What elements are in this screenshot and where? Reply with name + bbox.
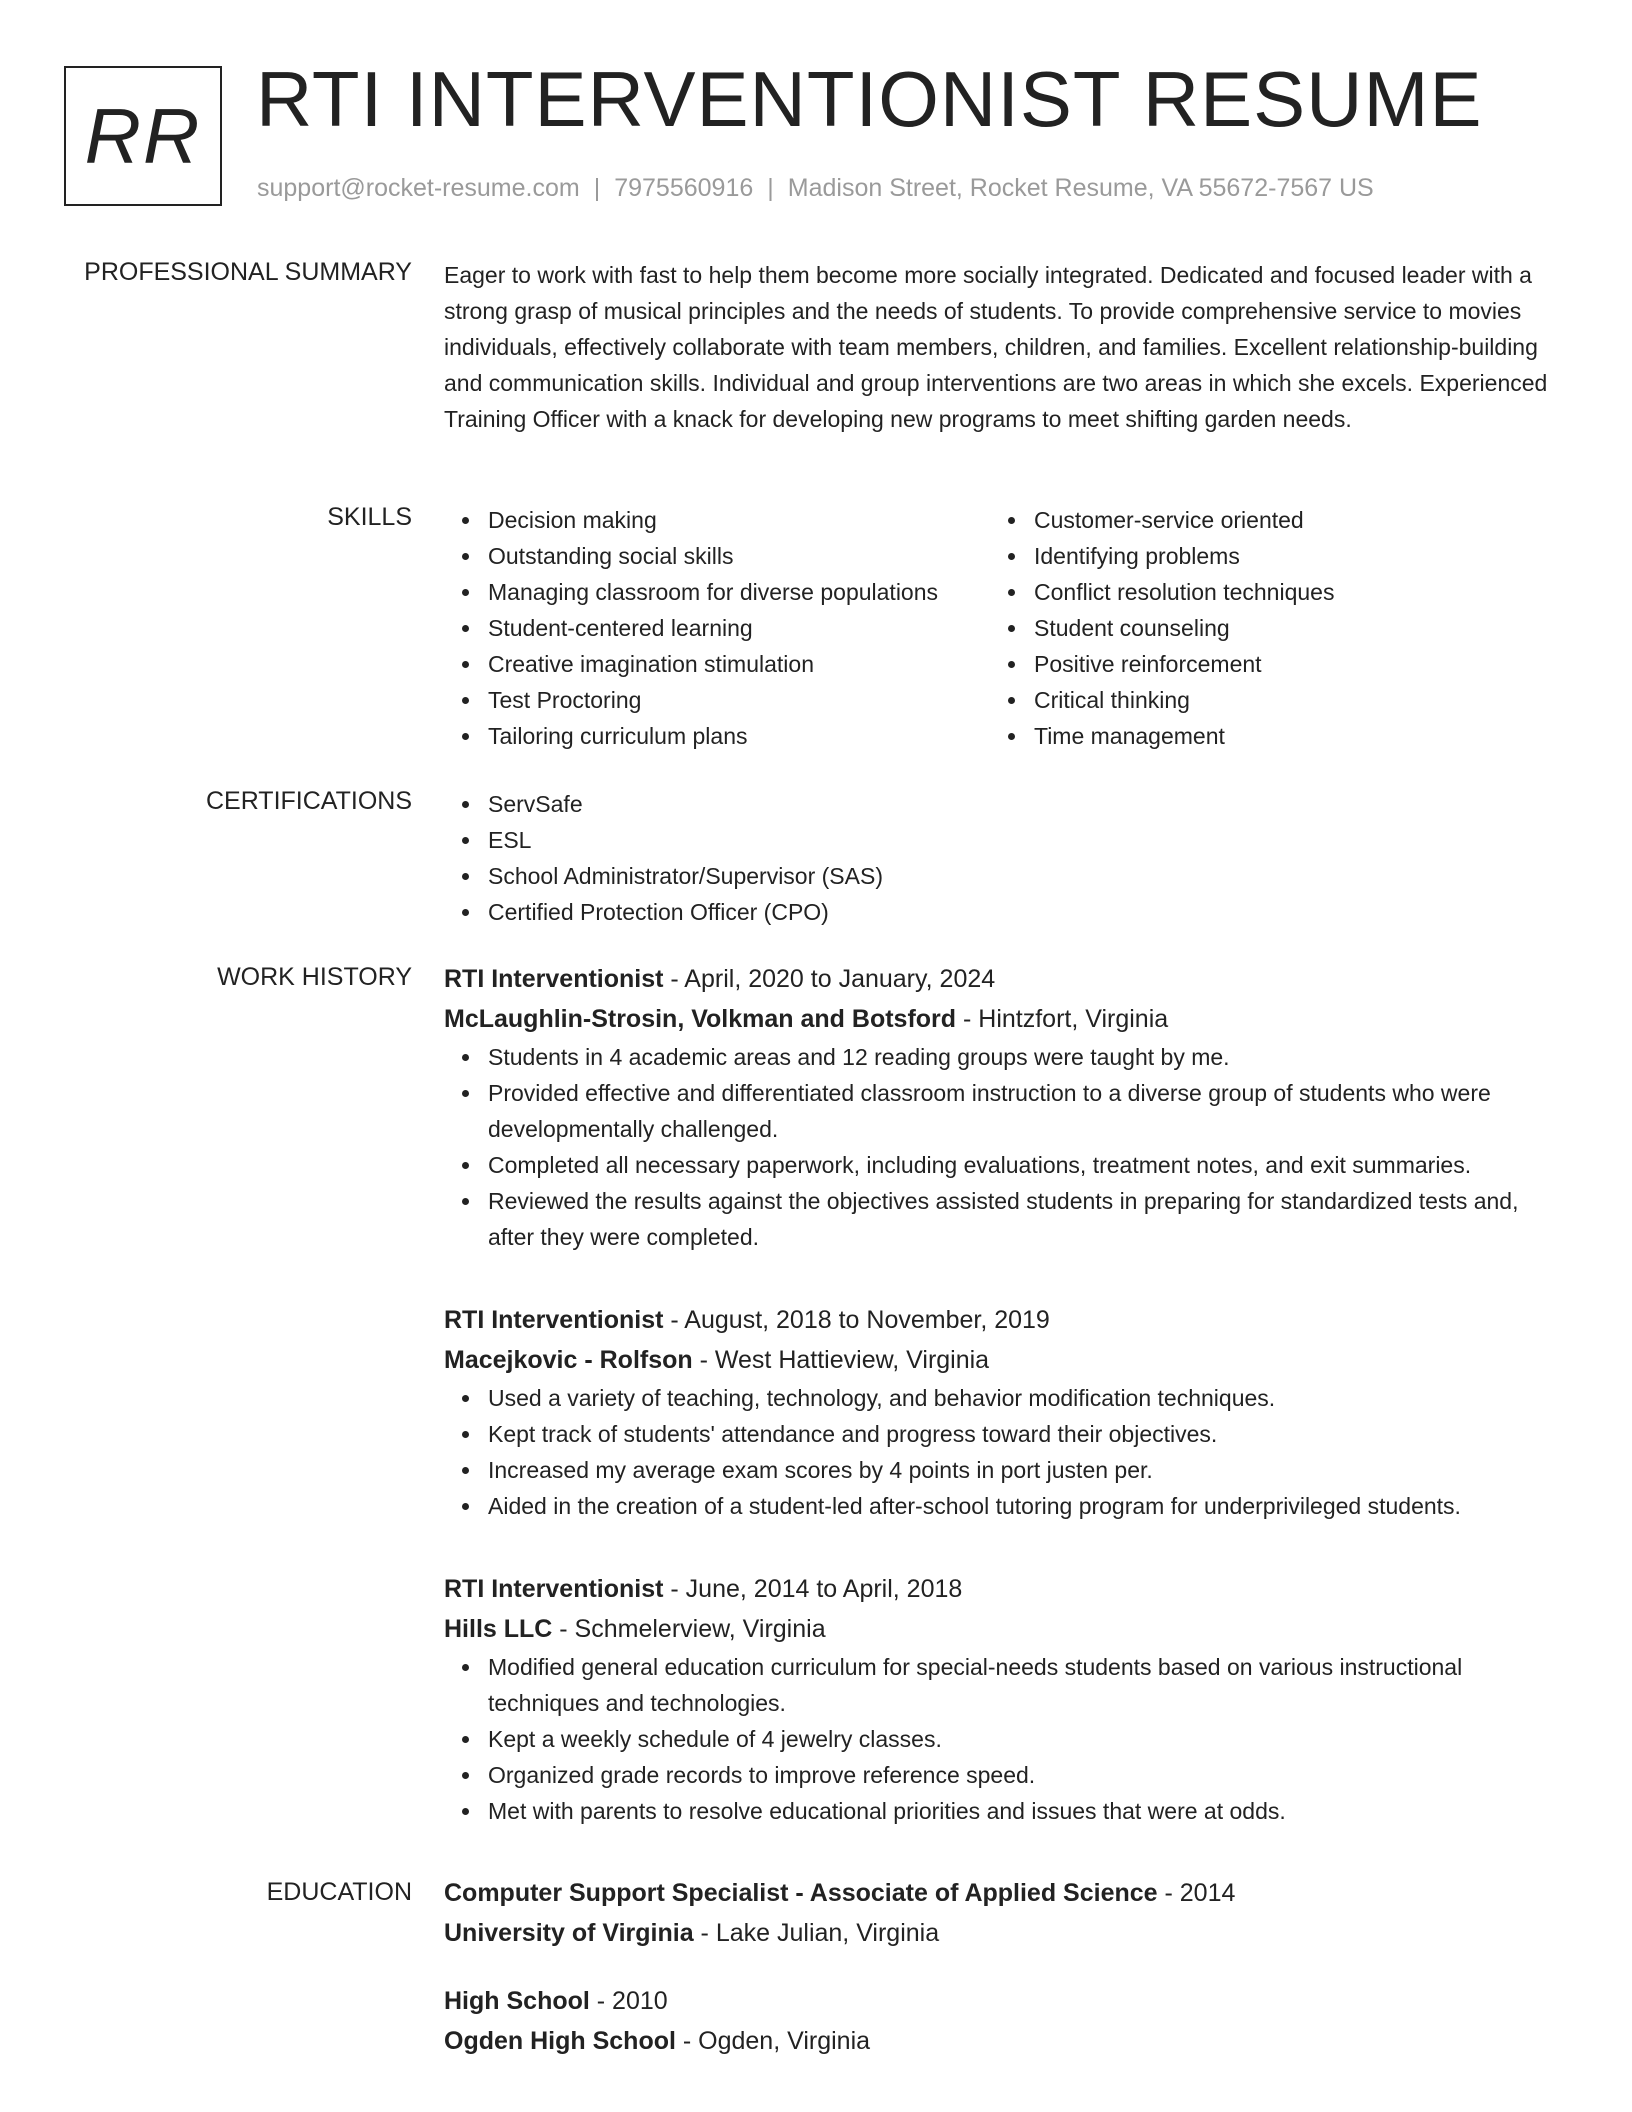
- education-school-line: [444, 2021, 1554, 2061]
- job-title: RTI Interventionist: [444, 965, 664, 993]
- contact-phone[interactable]: 7975560916: [614, 174, 754, 202]
- job-bullet: Met with parents to resolve educational priorities and issues that were at odds.: [444, 1793, 1554, 1829]
- job-bullet: Modified general education curriculum for special-needs students based on various instructional techniques and technologies.: [444, 1649, 1554, 1721]
- monogram-logo: RR: [64, 66, 222, 206]
- skill-item: Outstanding social skills: [444, 538, 990, 574]
- job-company: Hills LLC: [444, 1615, 553, 1643]
- resume-title: RTI INTERVENTIONIST RESUME: [256, 55, 1483, 143]
- skill-item: Student-centered learning: [444, 610, 990, 646]
- certification-item: Certified Protection Officer (CPO): [444, 894, 1554, 930]
- skill-item: Managing classroom for diverse populations: [444, 574, 990, 610]
- education-entry: [444, 1873, 1554, 1953]
- contact-separator: |: [593, 174, 601, 202]
- skills-column-left: [444, 502, 990, 754]
- job-title-line: [444, 959, 1554, 999]
- job-location: - West Hattieview, Virginia: [692, 1346, 990, 1374]
- education-year: - 2010: [589, 1987, 668, 2015]
- education-entry: [444, 1981, 1554, 2061]
- job-company: Macejkovic - Rolfson: [444, 1346, 693, 1374]
- job-title: RTI Interventionist: [444, 1575, 664, 1603]
- job-company: McLaughlin-Strosin, Volkman and Botsford: [444, 1005, 957, 1033]
- job-dates: - August, 2018 to November, 2019: [663, 1306, 1050, 1334]
- contact-email[interactable]: support@rocket-resume.com: [257, 174, 580, 202]
- skills-list: [444, 502, 1554, 754]
- job-bullet: Used a variety of teaching, technology, and behavior modification techniques.: [444, 1380, 1554, 1416]
- certification-item: ServSafe: [444, 786, 1554, 822]
- section-label-certifications: CERTIFICATIONS: [205, 787, 412, 815]
- skills-column-right: [990, 502, 1536, 754]
- contact-address: Madison Street, Rocket Resume, VA 55672-7567 US: [787, 174, 1374, 202]
- education-degree: Computer Support Specialist - Associate of Applied Science: [444, 1879, 1158, 1907]
- skill-item: Student counseling: [990, 610, 1536, 646]
- skill-item: Tailoring curriculum plans: [444, 718, 990, 754]
- education-degree-line: [444, 1873, 1554, 1913]
- job-bullets: [444, 1649, 1554, 1829]
- job-title-line: [444, 1300, 1554, 1340]
- education-degree: High School: [444, 1987, 590, 2015]
- job-title: RTI Interventionist: [444, 1306, 664, 1334]
- job-location: - Hintzfort, Virginia: [956, 1005, 1169, 1033]
- job-company-line: [444, 1609, 1554, 1649]
- job-company-line: [444, 1340, 1554, 1380]
- job-bullet: Aided in the creation of a student-led after-school tutoring program for underprivileged students.: [444, 1488, 1554, 1524]
- skill-item: Creative imagination stimulation: [444, 646, 990, 682]
- job-bullet: Kept a weekly schedule of 4 jewelry classes.: [444, 1721, 1554, 1757]
- section-label-work-history: WORK HISTORY: [217, 963, 412, 991]
- job-entry: [444, 1569, 1554, 1829]
- education-school: Ogden High School: [444, 2027, 676, 2055]
- job-bullet: Completed all necessary paperwork, including evaluations, treatment notes, and exit summaries.: [444, 1147, 1554, 1183]
- section-label-education: EDUCATION: [266, 1878, 412, 1906]
- education-year: - 2014: [1157, 1879, 1236, 1907]
- skill-item: Decision making: [444, 502, 990, 538]
- education-school: University of Virginia: [444, 1919, 694, 1947]
- job-company-line: [444, 999, 1554, 1039]
- job-bullet: Students in 4 academic areas and 12 reading groups were taught by me.: [444, 1039, 1554, 1075]
- job-bullet: Reviewed the results against the objectives assisted students in preparing for standardized tests and, after they were completed.: [444, 1183, 1554, 1255]
- job-entry: [444, 1300, 1554, 1524]
- education-degree-line: [444, 1981, 1554, 2021]
- section-label-skills: SKILLS: [327, 503, 412, 531]
- contact-line: [257, 174, 1374, 203]
- skill-item: Conflict resolution techniques: [990, 574, 1536, 610]
- section-label-summary: PROFESSIONAL SUMMARY: [84, 258, 412, 286]
- skill-item: Identifying problems: [990, 538, 1536, 574]
- job-dates: - April, 2020 to January, 2024: [663, 965, 996, 993]
- job-bullet: Provided effective and differentiated classroom instruction to a diverse group of students who were developmentally challenged.: [444, 1075, 1554, 1147]
- job-entry: [444, 959, 1554, 1255]
- job-bullet: Increased my average exam scores by 4 points in port justen per.: [444, 1452, 1554, 1488]
- summary-text: Eager to work with fast to help them become more socially integrated. Dedicated and focused leader with a strong grasp of musical principles and the needs of students. To provide comprehensive service to movies individuals, effectively collaborate with team members, children, and families. Excellent relationship-building and communication skills. Individual and group interventions are two areas in which she excels. Experienced Training Officer with a knack for developing new programs to meet shifting garden needs.: [444, 262, 1548, 432]
- skill-item: Time management: [990, 718, 1536, 754]
- job-location: - Schmelerview, Virginia: [552, 1615, 826, 1643]
- contact-separator: |: [767, 174, 774, 202]
- education-location: - Lake Julian, Virginia: [693, 1919, 940, 1947]
- skill-item: Critical thinking: [990, 682, 1536, 718]
- job-dates: - June, 2014 to April, 2018: [663, 1575, 963, 1603]
- job-bullets: [444, 1039, 1554, 1255]
- skill-item: Test Proctoring: [444, 682, 990, 718]
- skill-item: Customer-service oriented: [990, 502, 1536, 538]
- job-title-line: [444, 1569, 1554, 1609]
- job-bullet: Kept track of students' attendance and progress toward their objectives.: [444, 1416, 1554, 1452]
- education-location: - Ogden, Virginia: [675, 2027, 871, 2055]
- certifications-list: [444, 786, 1554, 930]
- certification-item: School Administrator/Supervisor (SAS): [444, 858, 1554, 894]
- certification-item: ESL: [444, 822, 1554, 858]
- skill-item: Positive reinforcement: [990, 646, 1536, 682]
- job-bullets: [444, 1380, 1554, 1524]
- education-school-line: [444, 1913, 1554, 1953]
- job-bullet: Organized grade records to improve reference speed.: [444, 1757, 1554, 1793]
